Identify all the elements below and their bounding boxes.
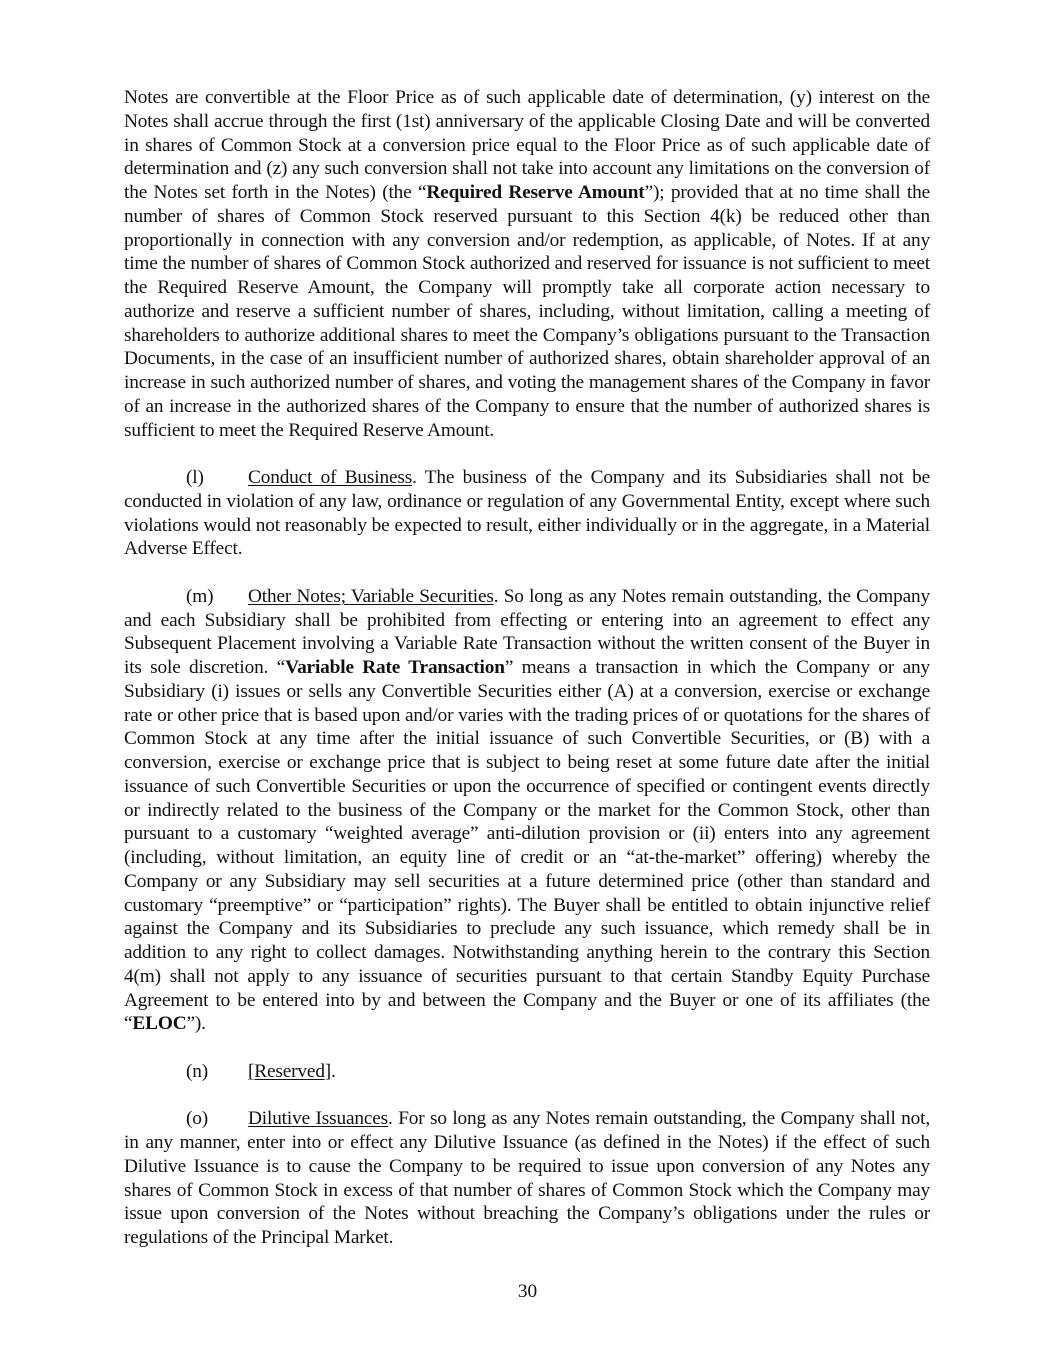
section-label: (l) [186,467,204,488]
paragraph-text: . For so long as any Notes remain outstanding, the Company shall not, in any manner, enter into or effect any Dilutive Issuance (as defined in the Notes) if the effect of such Dilutive Issuance is to cause the Company to be required to issue upon conversion of any Notes any shares of Common Stock in excess of that number of shares of Common Stock which the Company may issue upon conversion of the Notes without breaching the Company’s obligations under the rules or regulations of the Principal Market. [124,1108,930,1248]
paragraph-o-dilutive-issuances [124,1107,930,1250]
paragraph-k-continued [124,86,930,442]
section-heading: Conduct of Business [248,467,413,488]
section-label: (n) [186,1060,209,1082]
defined-term-eloc: ELOC [132,1013,187,1035]
defined-term-variable-rate-transaction: Variable Rate Transaction [285,657,505,678]
paragraph-text: ”); provided that at no time shall the number of shares of Common Stock reserved pursuant to this Section 4(k) be reduced other than proportionally in connection with any conversion and/or redemption, as applicable, of Notes. If at any time the number of shares of Common Stock authorized and reserved for issuance is not sufficient to meet the Required Reserve Amount, the Company will promptly take all corporate action necessary to authorize and reserve a sufficient number of shares, including, without limitation, calling a meeting of shareholders to authorize additional shares to meet the Company’s obligations pursuant to the Transaction Documents, in the case of an insufficient number of authorized shares, obtain shareholder approval of an increase in such authorized number of shares, and voting the management shares of the Company in favor of an increase in the authorized shares of the Company to ensure that the number of authorized shares is sufficient to meet the Required Reserve Amount. [124,182,930,441]
section-heading: [Reserved] [248,1060,332,1082]
section-heading: Other Notes; Variable Securities [248,585,494,607]
paragraph-m-variable-securities [124,585,930,1036]
paragraph-text: ”). [186,1013,206,1035]
section-heading: Dilutive Issuances [248,1108,389,1130]
section-label: (o) [186,1108,209,1130]
page-number: 30 [517,1281,538,1302]
paragraph-text: ” means a transaction in which the Company or any Subsidiary (i) issues or sells any Convertible Securities either (A) at a conversion, exercise or exchange rate or other price that is based upon and/or varies with the trading prices of or quotations for the shares of Common Stock at any time after the initial issuance of such Convertible Securities, or (B) with a conversion, exercise or exchange price that is subject to being reset at some future date after the initial issuance of such Convertible Securities or upon the occurrence of specified or contingent events directly or indirectly related to the business of the Company or the market for the Common Stock, other than pursuant to a customary “weighted average” anti-dilution provision or (ii) enters into any agreement (including, without limitation, an equity line of credit or an “at-the-market” offering) whereby the Company or any Subsidiary may sell securities at a future determined price (other than standard and customary “preemptive” or “participation” rights). The Buyer shall be entitled to obtain injunctive relief against the Company and its Subsidiaries to preclude any such issuance, which remedy shall be in addition to any right to collect damages. Notwithstanding anything herein to the contrary this Section 4(m) shall not apply to any issuance of securities pursuant to that certain Standby Equity Purchase Agreement to be entered into by and between the Company and the Buyer or one of its affiliates (the “ [124,657,930,1035]
paragraph-text: . So long as any Notes remain outstanding, the Company and each Subsidiary shall be prohibited from effecting or entering into an agreement to effect any Subsequent Placement involving a Variable Rate Transaction without the written consent of the Buyer in its sole discretion. “ [124,585,930,678]
paragraph-text: . [331,1060,336,1082]
paragraph-l-conduct-of-business [124,466,930,561]
defined-term-required-reserve-amount: Required Reserve Amount [426,182,645,203]
paragraph-n-reserved [124,1060,930,1084]
section-label: (m) [186,585,214,607]
document-page [124,86,930,1250]
paragraph-text: Notes are convertible at the Floor Price as of such applicable date of determination, (y) interest on the Notes shall accrue through the first (1st) anniversary of the applicable Closing Date and will be converted in shares of Common Stock at a conversion price equal to the Floor Price as of such applicable date of determination and (z) any such conversion shall not take into account any limitations on the conversion of the Notes set forth in the Notes) (the “ [124,87,930,203]
paragraph-text: . The business of the Company and its Subsidiaries shall not be conducted in violation of any law, ordinance or regulation of any Governmental Entity, except where such violations would not reasonably be expected to result, either individually or in the aggregate, in a Material Adverse Effect. [124,467,930,560]
